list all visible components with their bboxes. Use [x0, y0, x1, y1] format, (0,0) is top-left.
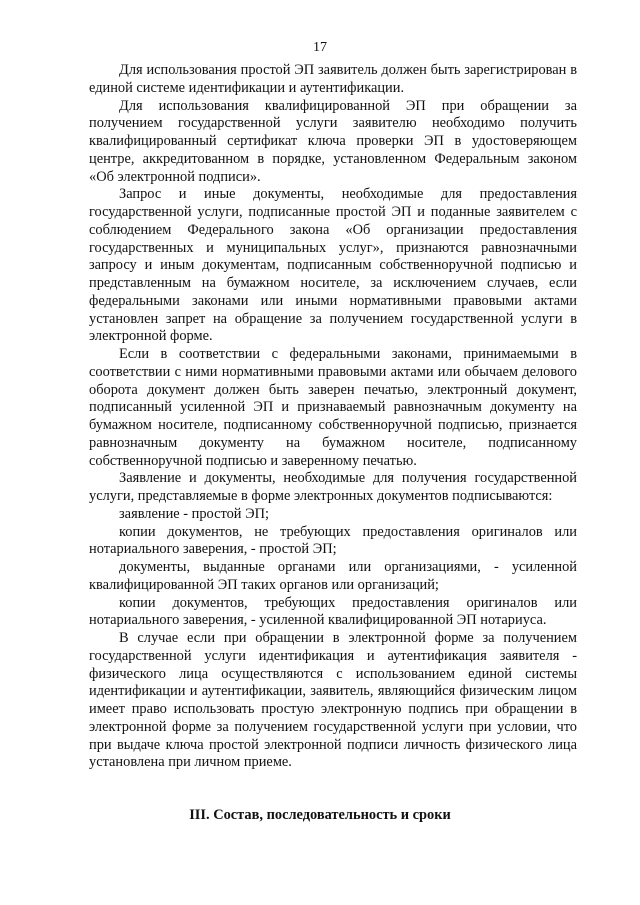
page-number: 17: [313, 40, 327, 55]
list-item-application-signature: заявление - простой ЭП;: [119, 505, 269, 522]
list-item-issued-documents: документы, выданные органами или организациями, - усиленной квалифицированной ЭП таких органов или организаций;: [89, 559, 577, 593]
paragraph-simple-signature-registration: Для использования простой ЭП заявитель должен быть зарегистрирован в единой системе идентификации и аутентификации.: [89, 62, 577, 96]
section-heading: III. Состав, последовательность и сроки: [189, 807, 451, 823]
paragraph-seal-equivalence: Если в соответствии с федеральными законами, принимаемыми в соответствии с ними нормативными правовыми актами или обычаем делового оборота документ должен быть заверен печатью, электронный документ, подписанный усиленной ЭП и признаваемый равнозначным документу на бумажном носителе, подписанному собственноручной подписью, признается равнозначным документу на бумажном носителе, подписанному собственноручной подписью и заверенному печатью.: [89, 346, 577, 469]
list-item-copies-with-originals: копии документов, требующих предоставления оригиналов или нотариального заверения, - усиленной квалифицированной ЭП нотариуса.: [89, 594, 577, 629]
paragraph-documents-signing-intro: Заявление и документы, необходимые для получения государственной услуги, представляемые в форме электронных документов подписываются:: [89, 470, 577, 504]
document-body: [89, 62, 577, 772]
list-item-copies-without-originals: копии документов, не требующих предоставления оригиналов или нотариального заверения, - простой ЭП;: [89, 523, 577, 558]
paragraph-qualified-signature-certificate: Для использования квалифицированной ЭП при обращении за получением государственной услуги заявителю необходимо получить квалифицированный сертификат ключа проверки ЭП в удостоверяющем центре, аккредитованном в порядке, установленном Федеральным законом «Об электронной подписи».: [89, 97, 577, 185]
paragraph-identification-personal-reception: В случае если при обращении в электронной форме за получением государственной услуги идентификация и аутентификация заявителя - физического лица осуществляются с использованием единой системы идентификации и аутентификации, заявитель, являющийся физическим лицом имеет право использовать простую электронную подпись при обращении в электронной форме за получением государственной услуги при условии, что при выдаче ключа простой электронной подписи личность физического лица установлена при личном приеме.: [89, 630, 577, 771]
paragraph-request-equivalence: Запрос и иные документы, необходимые для предоставления государственной услуги, подписанные простой ЭП и поданные заявителем с соблюдением Федерального закона «Об организации предоставления государственных и муниципальных услуг», признаются равнозначными запросу и иным документам, подписанным собственноручной подписью и представленным на бумажном носителе, за исключением случаев, если федеральными законами или иными нормативными правовыми актами установлен запрет на обращение за получением государственной услуги в электронной форме.: [89, 186, 577, 345]
